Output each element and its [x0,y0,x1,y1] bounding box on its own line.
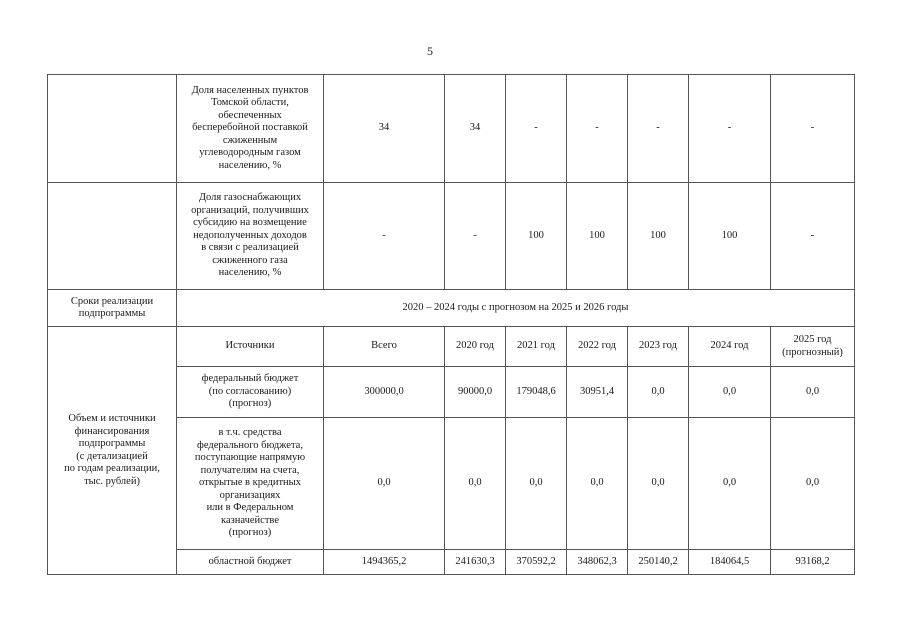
funding-value-cell: 30951,4 [567,367,628,418]
funding-source [177,550,324,575]
indicator-name-line: недополученных доходов [193,229,307,241]
funding-value-cell: 0,0 [689,418,771,550]
terms-label [48,290,177,327]
indicator-value-cell: 100 [689,183,771,290]
terms-label-line: подпрограммы [78,308,146,319]
indicator-name-line: обеспеченных [218,109,282,121]
indicator-name-line: бесперебойной поставкой [192,122,308,134]
funding-value-cell: 0,0 [628,367,689,418]
page-number: 5 [427,44,433,58]
terms-row [48,290,855,327]
funding-value-cell: 0,0 [324,418,445,550]
funding-source-line: казначействе [221,514,279,526]
header-line: (прогнозный) [782,346,843,358]
header-year: 2024 год [689,327,771,367]
indicator-row [48,183,855,290]
funding-value-cell: 0,0 [771,418,855,550]
indicator-name-line: сжиженным [222,134,278,146]
funding-header-row [48,327,855,367]
indicator-value-cell: - [506,75,567,183]
funding-label-line: по годам реализации, [64,463,160,474]
indicator-name-line: Доля населенных пунктов [191,84,309,96]
header-year: 2020 год [445,327,506,367]
funding-source-line: (прогноз) [228,527,272,539]
indicator-value-cell: 100 [628,183,689,290]
funding-source-line: открытые в кредитных [199,477,301,489]
indicator-row [48,75,855,183]
header-year-forecast [771,327,855,367]
funding-label-line: Объем и источники [68,413,156,424]
indicator-value-cell: - [771,183,855,290]
indicator-name [177,183,324,290]
empty-label-cell [48,183,177,290]
funding-value-cell: 1494365,2 [324,550,445,575]
header-sources: Источники [177,327,324,367]
funding-source-line: в т.ч. средства [218,427,282,439]
funding-source-line: организациях [219,489,281,501]
funding-value-cell: 90000,0 [445,367,506,418]
funding-source-line: или в Федеральном [206,502,294,514]
header-total: Всего [324,327,445,367]
indicator-name-line: населению, % [218,159,282,171]
indicator-name-line: углеводородным газом [199,147,301,159]
funding-value-cell: 179048,6 [506,367,567,418]
funding-value-cell: 0,0 [567,418,628,550]
funding-value-cell: 300000,0 [324,367,445,418]
empty-label-cell [48,75,177,183]
funding-source-line: (прогноз) [228,398,272,410]
funding-source-line: федерального бюджета, [197,439,303,451]
funding-source [177,418,324,550]
terms-label-line: Сроки реализации [70,295,154,307]
funding-label-line: подпрограммы [78,438,146,449]
indicator-value-cell: - [771,75,855,183]
funding-source-line: федеральный бюджет [201,373,299,385]
funding-source-line: (по согласованию) [208,385,292,397]
indicator-value-cell: 34 [324,75,445,183]
funding-label-line: финансирования [74,425,150,437]
indicator-value-cell: - [689,75,771,183]
indicator-value-cell: 100 [567,183,628,290]
funding-value-cell: 370592,2 [506,550,567,575]
funding-value-cell: 0,0 [628,418,689,550]
funding-value-cell: 250140,2 [628,550,689,575]
funding-value-cell: 348062,3 [567,550,628,575]
indicator-name-line: населению, % [218,267,282,279]
indicator-name-line: в связи с реализацией [201,242,299,254]
indicator-name-line: сжиженного газа [212,254,288,266]
funding-value-cell: 184064,5 [689,550,771,575]
funding-label [48,327,177,575]
funding-source-line: получателям на счета, [200,464,300,476]
header-year: 2023 год [628,327,689,367]
indicator-name-line: организаций, получивших [191,204,309,216]
funding-source-line: областной бюджет [208,555,292,567]
indicator-value-cell: 100 [506,183,567,290]
header-year: 2021 год [506,327,567,367]
indicator-name [177,75,324,183]
header-line: 2025 год [793,334,832,345]
funding-value-cell: 0,0 [689,367,771,418]
indicator-name-line: субсидию на возмещение [193,217,307,229]
indicator-value-cell: - [445,183,506,290]
funding-value-cell: 241630,3 [445,550,506,575]
funding-value-cell: 0,0 [506,418,567,550]
funding-value-cell: 93168,2 [771,550,855,575]
indicator-value-cell: - [567,75,628,183]
header-year: 2022 год [567,327,628,367]
funding-source [177,367,324,418]
subprogram-passport-table [47,74,855,575]
funding-label-line: тыс. рублей) [84,475,140,487]
indicator-name-line: Доля газоснабжающих [198,192,302,204]
indicator-value-cell: - [324,183,445,290]
funding-source-line: поступающие напрямую [194,452,306,464]
funding-value-cell: 0,0 [771,367,855,418]
terms-value: 2020 – 2024 годы с прогнозом на 2025 и 2026 годы [177,290,855,327]
indicator-value-cell: 34 [445,75,506,183]
funding-value-cell: 0,0 [445,418,506,550]
funding-label-line: (с детализацией [76,450,148,462]
indicator-value-cell: - [628,75,689,183]
indicator-name-line: Томской области, [211,97,289,109]
